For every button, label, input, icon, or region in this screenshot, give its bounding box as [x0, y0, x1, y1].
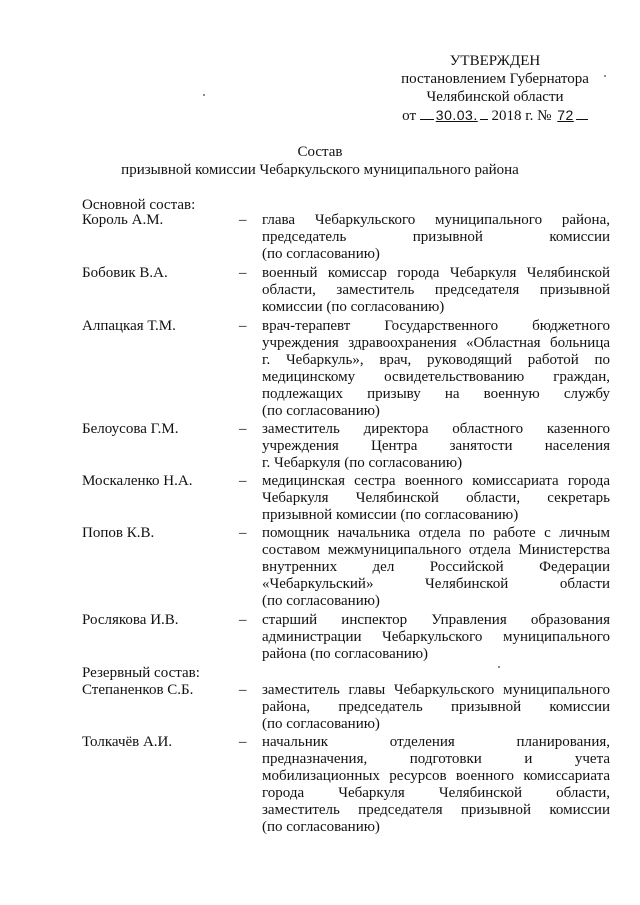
- role-line: Чебаркуля Челябинской области, секретарь: [262, 490, 610, 506]
- role-line: внутренних дел Российской Федерации: [262, 559, 610, 575]
- member-role: [262, 612, 610, 663]
- approval-stamp: [380, 52, 610, 125]
- role-line: (по согласованию): [262, 403, 380, 419]
- role-line: области, заместитель председателя призывной: [262, 282, 610, 298]
- role-line: комиссии (по согласованию): [262, 299, 445, 315]
- member-role: [262, 734, 610, 836]
- scan-speck: [203, 94, 205, 96]
- member-name: Король А.М.: [82, 212, 164, 228]
- member-name: Рослякова И.В.: [82, 612, 179, 628]
- role-line: администрации Чебаркульского муниципального: [262, 629, 610, 645]
- approval-date-value: 30.03.: [435, 107, 478, 123]
- role-line: медицинская сестра военного комиссариата города: [262, 473, 610, 489]
- member-role: [262, 421, 610, 472]
- member-name: Степаненков С.Б.: [82, 682, 194, 698]
- member-name: Бобовик В.А.: [82, 265, 168, 281]
- member-name: Алпацкая Т.М.: [82, 318, 176, 334]
- underline-blank: [420, 107, 434, 120]
- member-role: [262, 682, 610, 733]
- dash-separator: –: [239, 473, 247, 489]
- scan-speck: [604, 75, 606, 77]
- dash-separator: –: [239, 212, 247, 228]
- approval-line2: Челябинской области: [426, 89, 564, 105]
- underline-blank: [480, 107, 488, 120]
- role-line: председатель призывной комиссии: [262, 229, 610, 245]
- approval-date-year: 2018 г. №: [491, 108, 552, 124]
- approval-date-prefix: от: [402, 108, 417, 124]
- role-line: призывной комиссии (по согласованию): [262, 507, 519, 523]
- underline-blank: [576, 107, 588, 120]
- role-line: военный комиссар города Чебаркуля Челябинской: [262, 265, 610, 281]
- member-role: [262, 525, 610, 610]
- member-name: Белоусова Г.М.: [82, 421, 179, 437]
- dash-separator: –: [239, 525, 247, 541]
- dash-separator: –: [239, 318, 247, 334]
- role-line: медицинскому освидетельствованию граждан,: [262, 369, 610, 385]
- title-line1: Состав: [297, 144, 343, 160]
- member-role: [262, 318, 610, 420]
- role-line: (по согласованию): [262, 716, 380, 732]
- main-section-label: Основной состав:: [82, 197, 196, 213]
- role-line: заместитель директора областного казенного: [262, 421, 610, 437]
- dash-separator: –: [239, 734, 247, 750]
- approval-date-line: [380, 106, 610, 125]
- role-line: подлежащих призыву на военную службу: [262, 386, 610, 402]
- role-line: учреждения здравоохранения «Областная больница: [262, 335, 610, 351]
- role-line: (по согласованию): [262, 593, 380, 609]
- approval-number: 72: [557, 107, 574, 123]
- role-line: составом межмуниципального отдела Министерства: [262, 542, 610, 558]
- dash-separator: –: [239, 612, 247, 628]
- role-line: мобилизационных ресурсов военного комиссариата: [262, 768, 610, 784]
- role-line: начальник отделения планирования,: [262, 734, 610, 750]
- member-role: [262, 473, 610, 524]
- reserve-section-label: Резервный состав:: [82, 665, 200, 681]
- role-line: старший инспектор Управления образования: [262, 612, 610, 628]
- role-line: города Чебаркуля Челябинской области,: [262, 785, 610, 801]
- scan-speck: [498, 666, 500, 668]
- member-role: [262, 265, 610, 316]
- role-line: заместитель главы Чебаркульского муниципального: [262, 682, 610, 698]
- approval-heading: УТВЕРЖДЕН: [449, 53, 541, 69]
- title-line2: призывной комиссии Чебаркульского муниципального района: [121, 162, 519, 178]
- role-line: предназначения, подготовки и учета: [262, 751, 610, 767]
- role-line: г. Чебаркуля (по согласованию): [262, 455, 463, 471]
- role-line: (по согласованию): [262, 819, 380, 835]
- role-line: учреждения Центра занятости населения: [262, 438, 610, 454]
- role-line: района (по согласованию): [262, 646, 429, 662]
- dash-separator: –: [239, 682, 247, 698]
- dash-separator: –: [239, 421, 247, 437]
- member-name: Попов К.В.: [82, 525, 155, 541]
- role-line: заместитель председателя призывной комиссии: [262, 802, 610, 818]
- role-line: «Чебаркульский» Челябинской области: [262, 576, 610, 592]
- dash-separator: –: [239, 265, 247, 281]
- role-line: района, председатель призывной комиссии: [262, 699, 610, 715]
- role-line: помощник начальника отдела по работе с личным: [262, 525, 610, 541]
- member-role: [262, 212, 610, 263]
- role-line: г. Чебаркуль», врач, руководящий работой по: [262, 352, 610, 368]
- document-title: [40, 143, 600, 179]
- member-name: Москаленко Н.А.: [82, 473, 193, 489]
- role-line: врач-терапевт Государственного бюджетного: [262, 318, 610, 334]
- approval-line1: постановлением Губернатора: [401, 71, 589, 87]
- role-line: глава Чебаркульского муниципального района,: [262, 212, 610, 228]
- member-name: Толкачёв А.И.: [82, 734, 173, 750]
- role-line: (по согласованию): [262, 246, 380, 262]
